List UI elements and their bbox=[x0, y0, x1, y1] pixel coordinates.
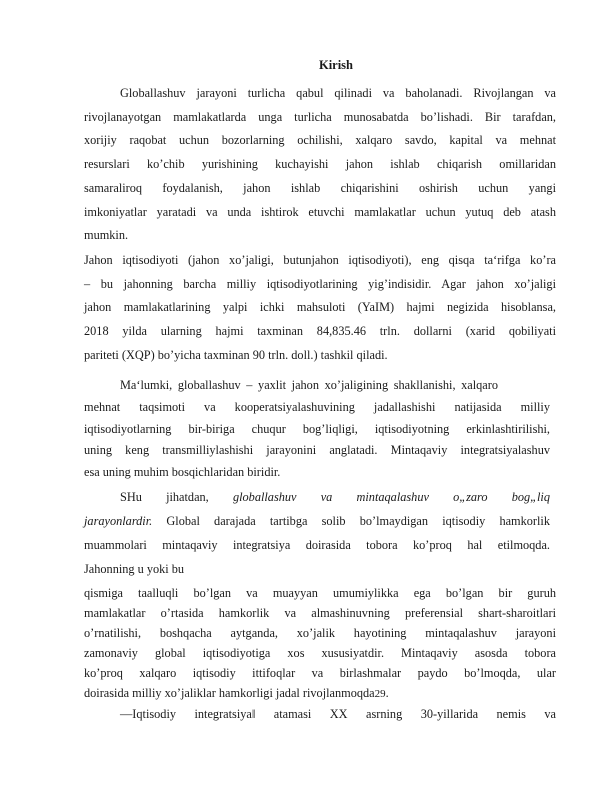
text-span: . bbox=[385, 686, 389, 700]
text-line: Ma‘lumki, globallashuv – yaxlit jahon xo’jaligining shakllanishi, xalqaro bbox=[120, 378, 498, 392]
paragraph-4 bbox=[84, 485, 550, 581]
text-line: ―Iqtisodiy integratsiya‖ atamasi XX asrning 30-yillarida nemis va bbox=[120, 707, 556, 721]
italic-text: jarayonlardir. bbox=[84, 514, 153, 528]
text-line: xorijiy raqobat uchun bozorlarning ochilishi, xalqaro savdo, kapital va mehnat bbox=[84, 133, 556, 148]
text-line: mamlakatlar o’rtasida hamkorlik va almashinuvning preferensial shart-sharoitlari bbox=[84, 606, 556, 620]
text-line bbox=[84, 485, 550, 509]
text-line: jahon mamlakatlarining yalpi ichki mahsuloti (YaIM) hajmi negizida hisoblansa, bbox=[84, 300, 556, 315]
paragraph-1 bbox=[84, 82, 556, 248]
text-line: muammolari mintaqaviy integratsiya doirasida tobora ko’proq hal etilmoqda. bbox=[84, 538, 550, 552]
text-line: Jahonning u yoki bu bbox=[84, 562, 185, 576]
paragraph-5 bbox=[84, 583, 556, 704]
paragraph-6 bbox=[84, 703, 556, 725]
text-line: imkoniyatlar yaratadi va unda ishtirok etuvchi mamlakatlar uchun yutuq deb atash bbox=[84, 204, 556, 219]
text-span: SHu jihatdan, bbox=[120, 490, 209, 504]
text-line: uning keng transmilliylashishi jarayonini anglatadi. Mintaqaviy integratsiyalashuv bbox=[84, 443, 550, 458]
text-line: esa uning muhim bosqichlaridan biridir. bbox=[84, 465, 281, 480]
italic-text: globallashuv va mintaqalashuv o„zaro bog„liq bbox=[232, 490, 550, 504]
footnote-marker[interactable]: 29 bbox=[374, 688, 386, 700]
text-line: 2018 yilda ularning hajmi taxminan 84,835.46 trln. dollarni (xarid qobiliyati bbox=[84, 324, 556, 339]
text-line bbox=[84, 683, 556, 704]
text-span: doirasida milliy xo’jaliklar hamkorligi jadal rivojlanmoqda bbox=[84, 686, 375, 700]
text-span: Global darajada tartibga solib bo’lmaydigan iqtisodiy hamkorlik bbox=[152, 514, 550, 528]
text-line: qismiga taalluqli bo’lgan va muayyan umumiylikka ega bo’lgan bir guruh bbox=[84, 586, 556, 600]
text-line: o’rnatilishi, boshqacha aytganda, xo’jalik hayotining mintaqalashuv jarayoni bbox=[84, 626, 556, 640]
text-line: iqtisodiyotlarning bir-biriga chuqur bog’liqligi, iqtisodiyotning erkinlashtirilishi, bbox=[84, 421, 550, 436]
text-line: Jahon iqtisodiyoti (jahon xo’jaligi, butunjahon iqtisodiyoti), eng qisqa ta‘rifga ko’ra bbox=[84, 253, 556, 267]
text-line: – bu jahonning barcha milliy iqtisodiyotlarining yig’indisidir. Agar jahon xo’jaligi bbox=[84, 276, 556, 291]
text-line: zamonaviy global iqtisodiyotiga xos xususiyatdir. Mintaqaviy asosda tobora bbox=[84, 646, 556, 660]
text-line: mehnat taqsimoti va kooperatsiyalashuvining jadallashishi natijasida milliy bbox=[84, 399, 550, 414]
text-line: ko’proq xalqaro iqtisodiy ittifoqlar va birlashmalar paydo bo’lmoqda, ular bbox=[84, 666, 556, 680]
text-line: mumkin. bbox=[84, 228, 129, 243]
text-line: samaraliroq foydalanish, jahon ishlab chiqarishini oshirish uchun yangi bbox=[84, 180, 556, 195]
text-line: rivojlanayotgan mamlakatlarda unga turlicha munosabatda bo’lishadi. Bir tarafdan, bbox=[84, 109, 556, 124]
text-line bbox=[84, 509, 550, 533]
text-line: resurslari ko’chib yurishining kuchayishi jahon ishlab chiqarish omillaridan bbox=[84, 157, 556, 172]
text-line: Globallashuv jarayoni turlicha qabul qilinadi va baholanadi. Rivojlangan va bbox=[120, 86, 556, 100]
text-line: pariteti (XQP) bo’yicha taxminan 90 trln. doll.) tashkil qiladi. bbox=[84, 347, 388, 362]
paragraph-3 bbox=[84, 375, 550, 484]
page-title: Kirish bbox=[318, 58, 354, 72]
paragraph-2 bbox=[84, 249, 556, 368]
